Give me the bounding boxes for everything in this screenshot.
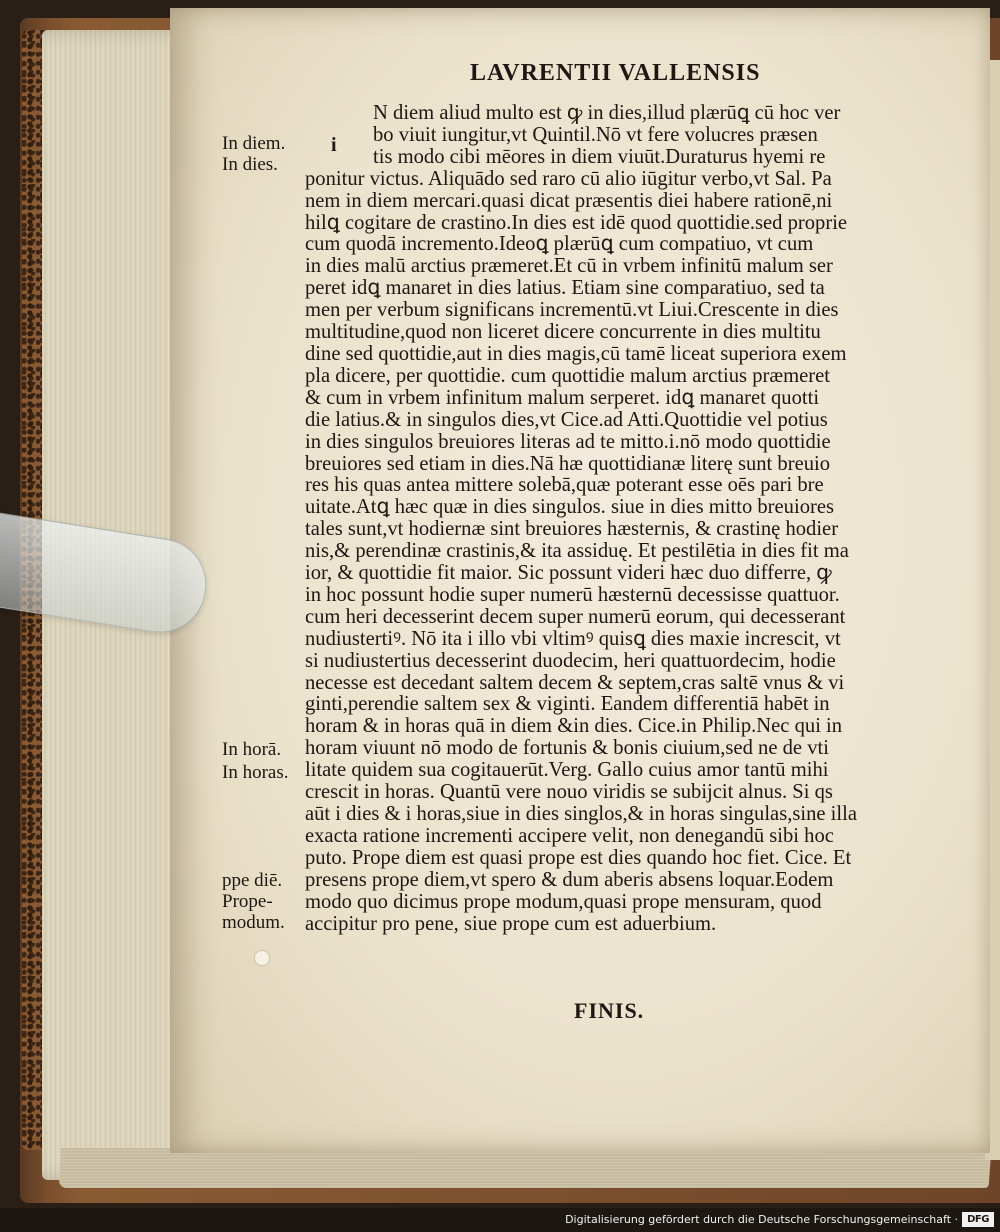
text-line: in hoc possunt hodie super numerū hæsternū decessisse quattuor. — [305, 584, 840, 606]
margin-note-in-horas: In horas. — [222, 762, 289, 783]
text-line: peret idꝗ manaret in dies latius. Etiam sine comparatiuo, sed ta — [305, 278, 825, 300]
text-line: puto. Prope diem est quasi prope est dies quando hoc fiet. Cice. Et — [305, 847, 852, 869]
text-line: nudiustertiꝰ. Nō ita i illo vbi vltimꝰ quisꝗ dies maxie increscit, vt — [305, 628, 841, 650]
text-line: in dies singulos breuiores literas ad te mitto.i.nō modo quottidie — [305, 431, 831, 453]
text-line: pla dicere, per quottidie. cum quottidie malum arctius præmeret — [305, 365, 830, 387]
initial-mark: i — [331, 134, 337, 156]
text-line: crescit in horas. Quantū vere nouo viridis se subijcit alnus. Si qs — [305, 782, 833, 804]
margin-note-in-horam: In horā. — [222, 739, 282, 760]
text-line: accipitur pro pene, siue prope cum est aduerbium. — [305, 913, 717, 935]
text-line: ior, & quottidie fit maior. Sic possunt videri hæc duo differre, ꝙ — [305, 563, 832, 585]
text-line: presens prope diem,vt spero & dum aberis absens loquar.Eodem — [305, 869, 834, 891]
text-line: nem in diem mercari.quasi dicat præsentis diei habere rationē,ni — [305, 190, 833, 212]
dfg-logo-icon: DFG — [962, 1212, 994, 1227]
text-line: litate quidem sua cogitauerūt.Verg. Gallo cuius amor tantū mihi — [305, 760, 829, 782]
text-line: tales sunt,vt hodiernæ sint breuiores hæsternis, & crastinę hodier — [305, 519, 839, 541]
text-line: & cum in vrbem infinitum malum serperet. idꝗ manaret quotti — [305, 387, 820, 409]
margin-note-prope-diem: ppe diē. — [222, 870, 283, 891]
text-line: in dies malū arctius præmeret.Et cū in vrbem infinitū malum ser — [305, 256, 833, 278]
text-line: necesse est decedant saltem decem & septem,cras saltē vnus & vi — [305, 672, 845, 694]
text-line: breuiores sed etiam in dies.Nā hæ quottidianæ literę sunt breuio — [305, 453, 831, 475]
text-line: cum heri decesserint decem super numerū eorum, qui decesserant — [305, 606, 846, 628]
footer-credit: Digitalisierung gefördert durch die Deutsche Forschungsgemeinschaft · — [565, 1213, 958, 1226]
margin-note-in-diem: In diem. — [222, 133, 286, 154]
text-line: multitudine,quod non liceret dicere concurrente in dies multitu — [305, 322, 821, 344]
text-line: tis modo cibi mēores in diem viuūt.Duraturus hyemi re — [373, 146, 826, 168]
main-text-block — [305, 103, 930, 935]
text-line: dine sed quottidie,aut in dies magis,cū tamē liceat superiora exem — [305, 343, 847, 365]
paper-hole — [254, 950, 270, 966]
finis-label: FINIS. — [574, 998, 645, 1023]
text-line: cum quodā incremento.Ideoꝗ plærūꝗ cum compatiuo, vt cum — [305, 234, 814, 256]
text-line: res his quas antea mittere solebā,quæ poterant esse oēs pari bre — [305, 475, 824, 497]
text-line: si nudiustertius decesserint duodecim, heri quattuordecim, hodie — [305, 650, 836, 672]
text-line: hilꝗ cogitare de crastino.In dies est idē quod quottidie.sed proprie — [305, 212, 848, 234]
margin-note-prope: Prope- — [222, 891, 273, 912]
text-line: exacta ratione incrementi accipere velit, non denegandū sibi hoc — [305, 825, 834, 847]
text-line: uitate.Atꝗ hæc quæ in dies singulos. siue in dies mitto breuiores — [305, 497, 835, 519]
margin-note-modum: modum. — [222, 912, 285, 933]
text-line: ponitur victus. Aliquādo sed raro cū alio iūgitur verbo,vt Sal. Pa — [305, 168, 832, 190]
text-line: N diem aliud multo est ꝙ in dies,illud plærūꝗ cū hoc ver — [373, 103, 841, 124]
text-line: aūt i dies & i horas,siue in dies singlos,& in horas singulas,sine illa — [305, 804, 857, 825]
text-line: men per verbum significans incrementū.vt Liui.Crescente in dies — [305, 300, 839, 322]
text-line: horam viuunt nō modo de fortunis & bonis ciuium,sed ne de vti — [305, 738, 829, 760]
margin-note-in-dies: In dies. — [222, 154, 278, 175]
text-line: die latius.& in singulos dies,vt Cice.ad Atti.Quottidie vel potius — [305, 409, 828, 431]
page-bottom-edge — [59, 1148, 992, 1188]
text-line: bo viuit iungitur,vt Quintil.Nō vt fere volucres præsen — [373, 124, 818, 146]
running-head: LAVRENTII VALLENSIS — [470, 60, 761, 86]
text-line: modo quo dicimus prope modum,quasi prope mensuram, quod — [305, 891, 822, 913]
text-line: nis,& perendinæ crastinis,& ita assiduę. Et pestilētia in dies fit ma — [305, 541, 849, 563]
text-line: horam & in horas quā in diem &in dies. Cice.in Philip.Nec qui in — [305, 716, 843, 738]
text-line: ginti,perendie saltem sex & viginti. Eandem differentiā habēt in — [305, 694, 830, 716]
